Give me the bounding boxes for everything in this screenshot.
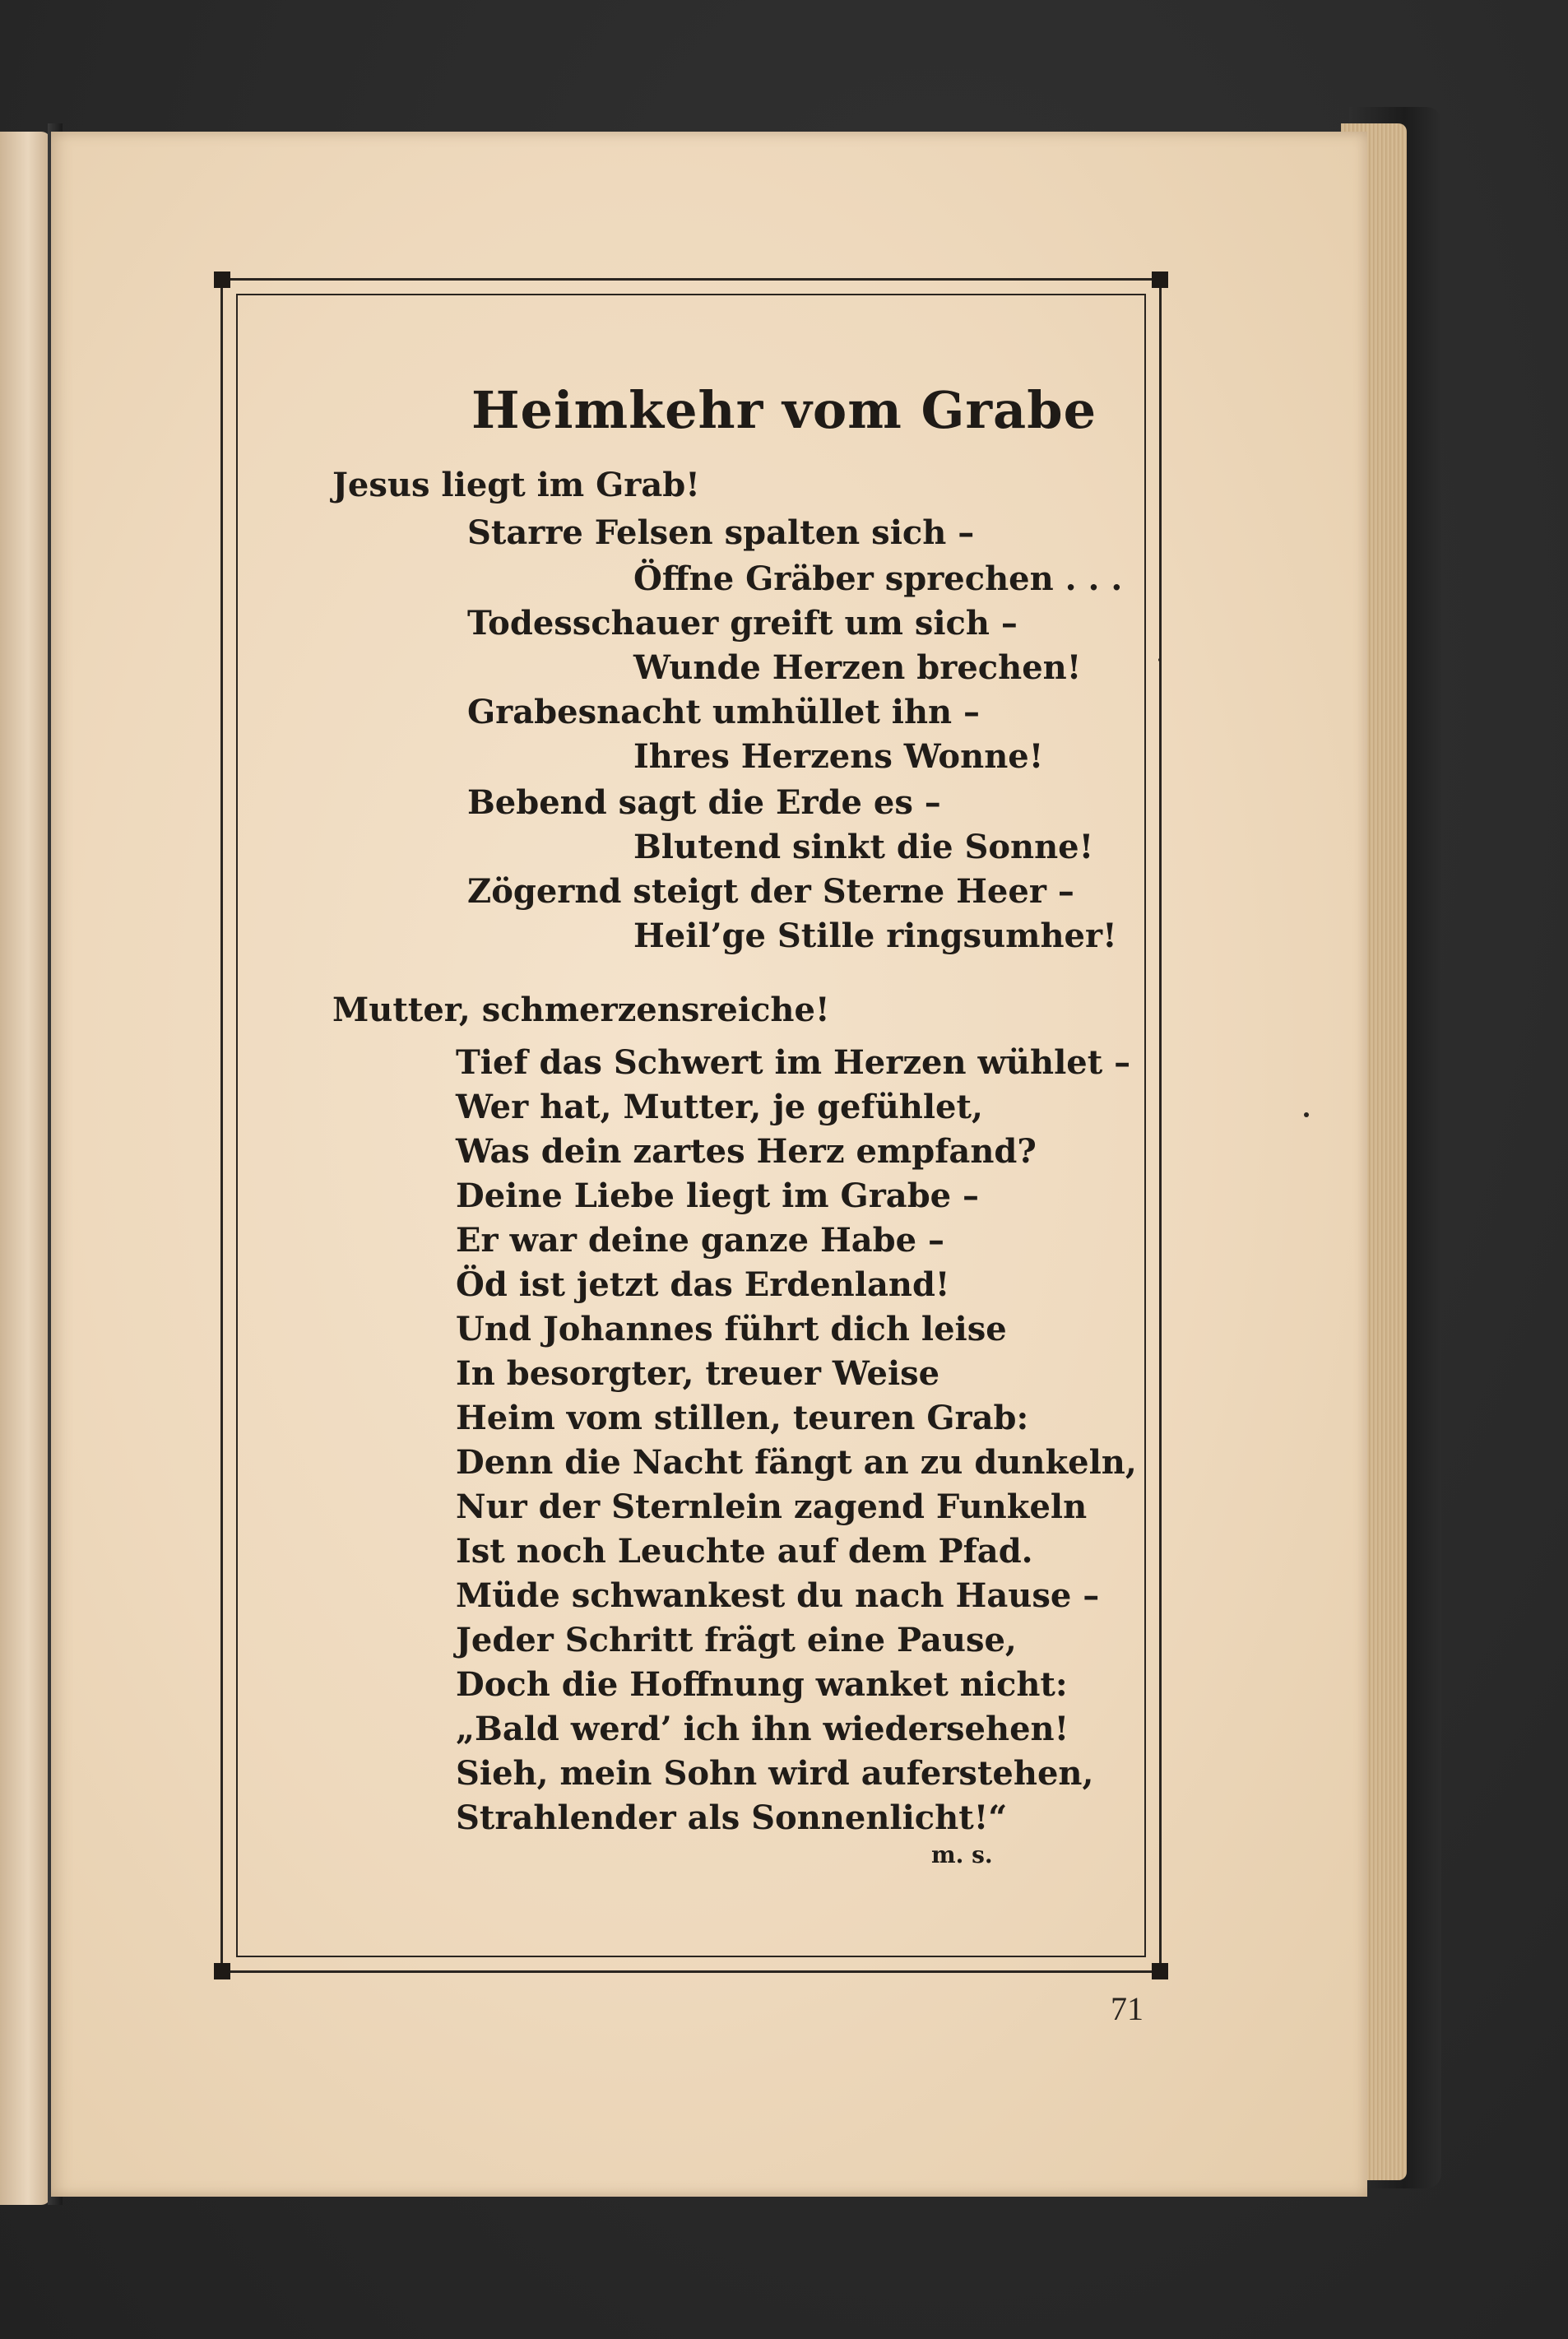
poem-line: „Bald werd’ ich ihn wiedersehen!: [456, 1710, 1069, 1748]
poem-line: Ist noch Leuchte auf dem Pfad.: [456, 1532, 1033, 1571]
poem-line: In besorgter, treuer Weise: [456, 1354, 940, 1393]
paper-speck: [1158, 658, 1162, 661]
poem-line: Ihres Herzens Wonne!: [633, 737, 1044, 776]
poem-line: Sieh, mein Sohn wird auferstehen,: [456, 1754, 1094, 1793]
poem-line: Nur der Sternlein zagend Funkeln: [456, 1487, 1088, 1526]
poem-line: Heim vom stillen, teuren Grab:: [456, 1399, 1029, 1437]
poem-line: Bebend sagt die Erde es –: [467, 783, 941, 822]
poem-line: Tief das Schwert im Herzen wühlet –: [456, 1043, 1131, 1082]
paper-speck: [1304, 1112, 1309, 1117]
poem-line: Und Johannes führt dich leise: [456, 1310, 1007, 1348]
poem-line: Jeder Schritt frägt eine Pause,: [456, 1621, 1017, 1659]
frame-corner-square: [1152, 271, 1168, 288]
poem-line: Deine Liebe liegt im Grabe –: [456, 1176, 980, 1215]
page-number: 71: [1111, 1990, 1144, 2027]
poem-line: Doch die Hoffnung wanket nicht:: [456, 1665, 1068, 1704]
poem-title: Heimkehr vom Grabe: [471, 380, 1097, 440]
poem-line: Jesus liegt im Grab!: [332, 466, 700, 504]
poem-line: Mutter, schmerzensreiche!: [332, 991, 830, 1029]
poem-line: Er war deine ganze Habe –: [456, 1221, 945, 1260]
frame-corner-square: [214, 1963, 230, 1979]
poem-line: Öffne Gräber sprechen . . .: [633, 559, 1123, 598]
left-page-edge: [0, 132, 51, 2205]
author-signature: m. s.: [931, 1841, 993, 1868]
poem-line: Öd ist jetzt das Erdenland!: [456, 1265, 950, 1304]
poem-line: Wer hat, Mutter, je gefühlet,: [456, 1088, 983, 1126]
poem-line: Todesschauer greift um sich –: [467, 604, 1018, 643]
frame-corner-square: [214, 271, 230, 288]
poem-line: Strahlender als Sonnenlicht!“: [456, 1798, 1008, 1837]
poem-line: Was dein zartes Herz empfand?: [456, 1132, 1037, 1171]
poem-line: Heil’ge Stille ringsumher!: [633, 917, 1117, 955]
poem-line: Wunde Herzen brechen!: [633, 648, 1082, 687]
poem-line: Müde schwankest du nach Hause –: [456, 1576, 1100, 1615]
poem-line: Denn die Nacht fängt an zu dunkeln,: [456, 1443, 1137, 1482]
poem-line: Zögernd steigt der Sterne Heer –: [467, 872, 1074, 911]
poem-line: Starre Felsen spalten sich –: [467, 513, 975, 552]
poem-line: Blutend sinkt die Sonne!: [633, 828, 1094, 866]
poem-line: Grabesnacht umhüllet ihn –: [467, 693, 981, 731]
frame-corner-square: [1152, 1963, 1168, 1979]
